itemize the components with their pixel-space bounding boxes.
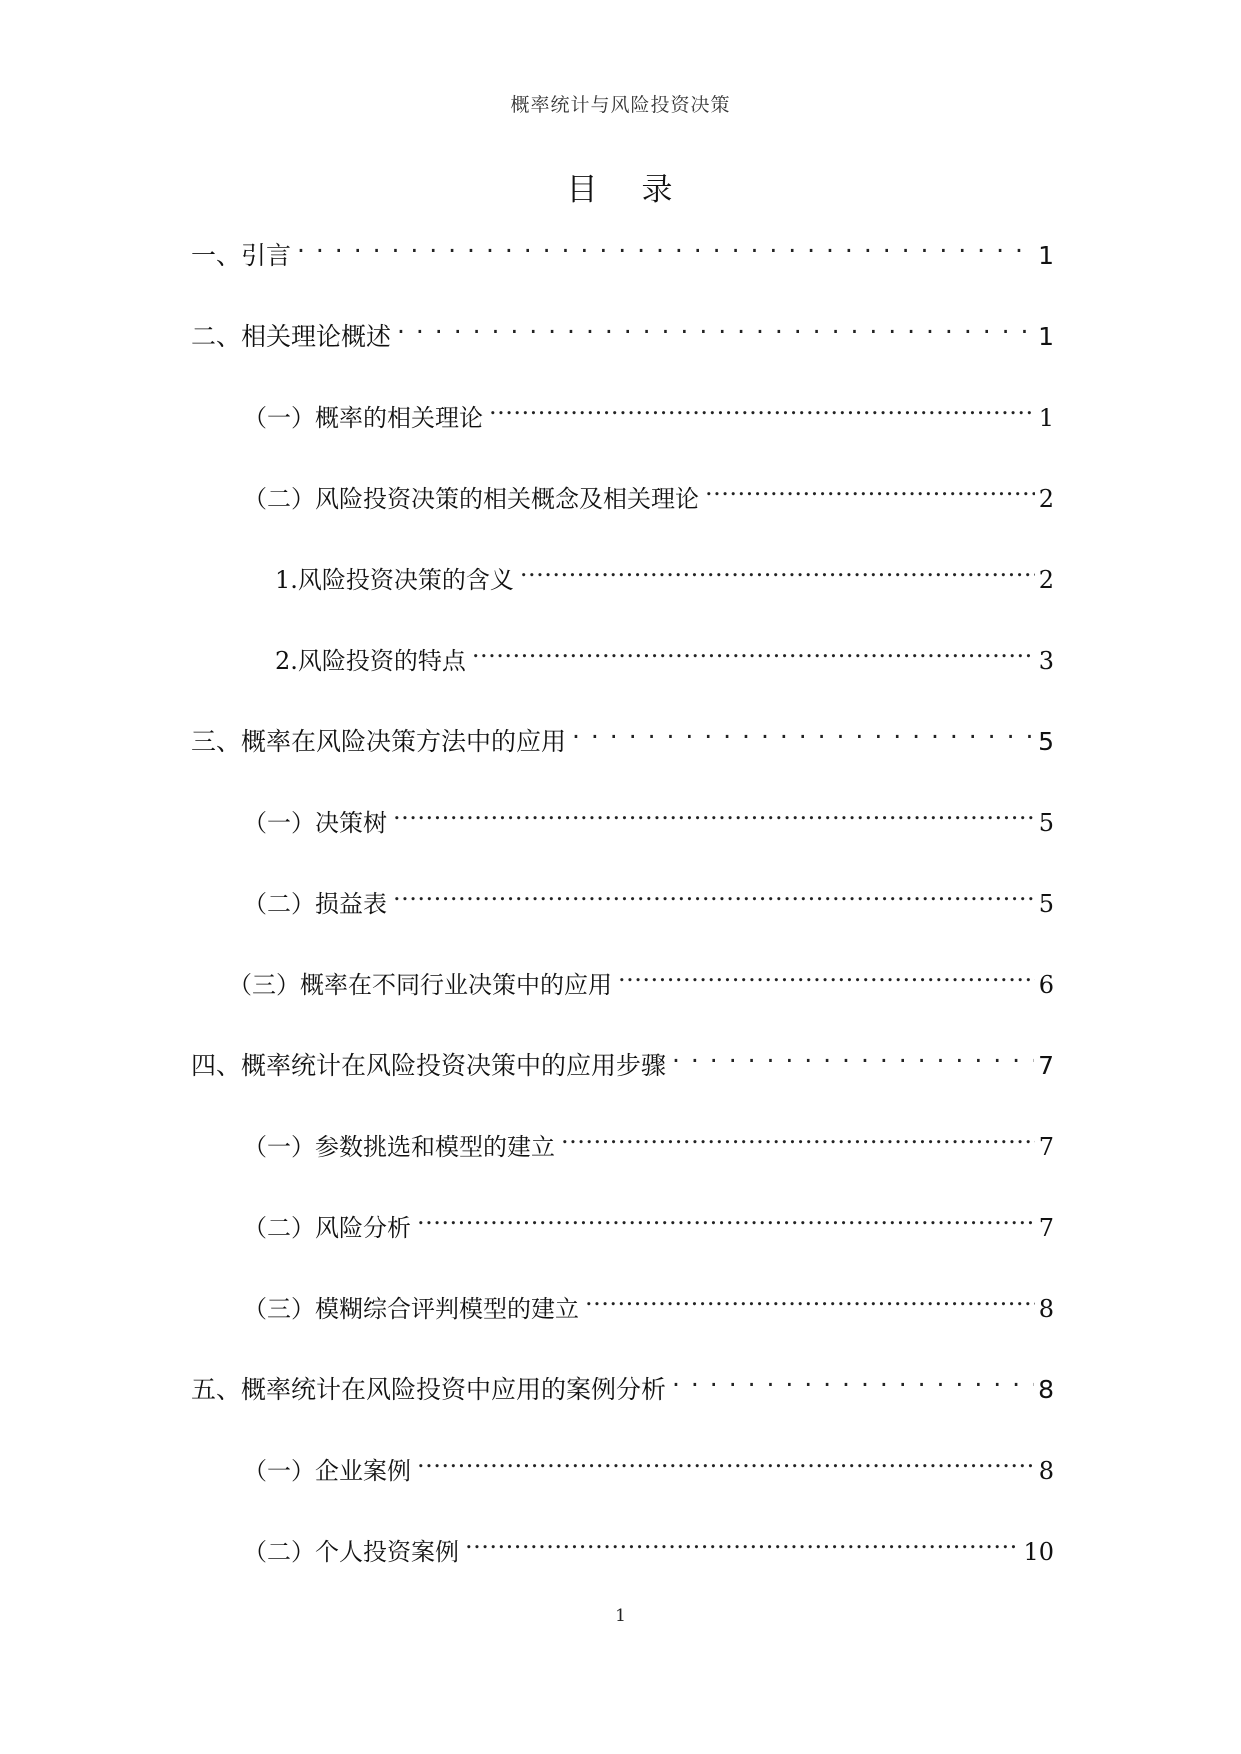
dot-leader xyxy=(520,548,1035,588)
toc-entry[interactable] xyxy=(191,710,1054,756)
toc-entry-page: 10 xyxy=(1023,1538,1054,1566)
toc-title-part2: 录 xyxy=(641,172,675,208)
toc-entry-page: 1 xyxy=(1038,404,1054,432)
toc-entry-label: （一）企业案例 xyxy=(243,1457,411,1485)
dot-leader xyxy=(585,1277,1035,1317)
toc-entry-page: 1 xyxy=(1038,241,1054,270)
toc-entry-label: 1.风险投资决策的含义 xyxy=(275,566,514,594)
toc-entry-page: 7 xyxy=(1038,1214,1054,1242)
toc-entry[interactable] xyxy=(243,1115,1054,1161)
toc-title-part1: 目 xyxy=(566,172,600,208)
toc-entry-page: 6 xyxy=(1038,971,1054,999)
toc-entry-label: 二、相关理论概述 xyxy=(191,322,392,351)
toc-entry-label: 三、概率在风险决策方法中的应用 xyxy=(191,727,567,756)
toc-entry-label: 四、概率统计在风险投资决策中的应用步骤 xyxy=(191,1051,667,1080)
toc-entry[interactable] xyxy=(228,953,1054,999)
toc-entry-label: （一）参数挑选和模型的建立 xyxy=(243,1133,555,1161)
dot-leader xyxy=(297,224,1034,264)
toc-entry-label: （二）个人投资案例 xyxy=(243,1538,459,1566)
dot-leader xyxy=(561,1115,1035,1155)
toc-entry-page: 8 xyxy=(1038,1295,1054,1323)
toc-entry-label: （三）概率在不同行业决策中的应用 xyxy=(228,971,612,999)
toc-entry-page: 7 xyxy=(1038,1133,1054,1161)
toc-entry[interactable] xyxy=(275,629,1054,675)
toc-entry[interactable] xyxy=(191,305,1054,351)
toc-entry-page: 8 xyxy=(1038,1375,1054,1404)
toc-entry-label: 五、概率统计在风险投资中应用的案例分析 xyxy=(191,1375,667,1404)
dot-leader xyxy=(705,467,1035,507)
toc-entry-page: 5 xyxy=(1038,727,1054,756)
dot-leader xyxy=(572,710,1034,750)
dot-leader xyxy=(417,1439,1035,1479)
toc-entry[interactable] xyxy=(243,1439,1054,1485)
toc-entry-label: 2.风险投资的特点 xyxy=(275,647,466,675)
dot-leader xyxy=(397,305,1034,345)
toc-entry-label: （二）风险分析 xyxy=(243,1214,411,1242)
toc-entry[interactable] xyxy=(243,872,1054,918)
toc-entry[interactable] xyxy=(243,467,1054,513)
dot-leader xyxy=(618,953,1035,993)
toc-entry[interactable] xyxy=(243,1196,1054,1242)
toc-entry-label: （一）概率的相关理论 xyxy=(243,404,483,432)
toc-entry[interactable] xyxy=(275,548,1054,594)
toc-entry-label: 一、引言 xyxy=(191,241,292,270)
toc-entry-page: 7 xyxy=(1038,1051,1054,1080)
toc-entry-page: 2 xyxy=(1038,566,1054,594)
page-number: 1 xyxy=(615,1606,626,1626)
toc-entry-page: 3 xyxy=(1038,647,1054,675)
toc-entry-page: 5 xyxy=(1038,809,1054,837)
running-header: 概率统计与风险投资决策 xyxy=(510,94,731,116)
toc-title xyxy=(0,164,1241,209)
toc-entry[interactable] xyxy=(243,386,1054,432)
dot-leader xyxy=(393,791,1035,831)
toc-entry[interactable] xyxy=(191,1358,1054,1404)
toc-entry-page: 8 xyxy=(1038,1457,1054,1485)
toc-entry-label: （二）风险投资决策的相关概念及相关理论 xyxy=(243,485,699,513)
dot-leader xyxy=(672,1034,1034,1074)
toc-entry-label: （三）模糊综合评判模型的建立 xyxy=(243,1295,579,1323)
toc-entry[interactable] xyxy=(191,1034,1054,1080)
toc-entry[interactable] xyxy=(243,791,1054,837)
toc-entry[interactable] xyxy=(243,1277,1054,1323)
dot-leader xyxy=(672,1358,1034,1398)
toc-entry-label: （二）损益表 xyxy=(243,890,387,918)
dot-leader xyxy=(417,1196,1035,1236)
dot-leader xyxy=(489,386,1035,426)
toc-entry-label: （一）决策树 xyxy=(243,809,387,837)
dot-leader xyxy=(393,872,1035,912)
toc-entry-page: 1 xyxy=(1038,322,1054,351)
toc-entry-page: 5 xyxy=(1038,890,1054,918)
toc-entry[interactable] xyxy=(243,1520,1054,1566)
toc-entry-page: 2 xyxy=(1038,485,1054,513)
dot-leader xyxy=(472,629,1035,669)
dot-leader xyxy=(465,1520,1019,1560)
toc-entry[interactable] xyxy=(191,224,1054,270)
